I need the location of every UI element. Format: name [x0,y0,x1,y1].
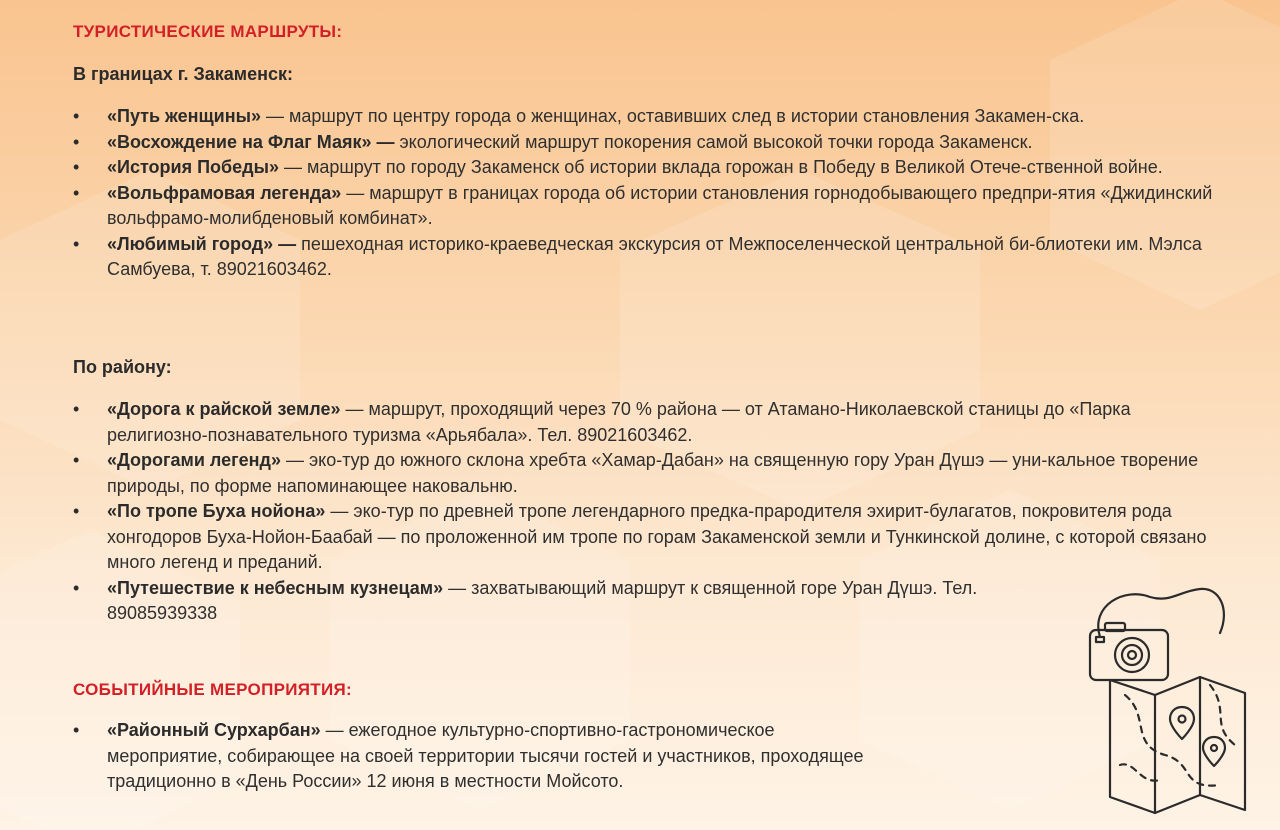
item-text: — эко-тур до южного склона хребта «Хамар-Дабан» на священную гору Уран Дүшэ — уни-кальное творение природы, по форме напоминающее наковальню. [107,450,1199,496]
item-title: «Дорогами легенд» [107,450,281,470]
list-item [73,232,1218,283]
location-pin-icon [1203,737,1225,766]
travel-illustration [1070,585,1270,825]
list-item [73,130,1218,156]
district-routes-list [73,397,1218,627]
subtitle-city: В границах г. Закаменск: [73,64,293,84]
item-text: — маршрут по городу Закаменск об истории вклада горожан в Победу в Великой Отече-ственной войне. [278,157,1163,177]
city-routes-list [73,104,1218,283]
list-item [73,155,1218,181]
list-item [73,181,1218,232]
item-title: «Дорога к райской земле» [107,399,341,419]
item-text: пешеходная историко-краеведческая экскурсия от Межпоселенческой центральной би-блиотеки им. Мэлса Самбуева, т. 89021603462. [107,233,1202,279]
list-item [73,499,1218,576]
item-text: — маршрут в границах города об истории становления горнодобывающего предпри-ятия «Джидинский вольфрамо-молибденовый комбинат». [107,182,1213,228]
item-text: — маршрут, проходящий через 70 % района — от Атамано-Николаевской станицы до «Парка религиозно-познавательного туризма «Арьябала». Тел. 89021603462. [107,399,1131,445]
item-title: «Путь женщины» [107,106,261,126]
camera-icon [1090,623,1168,680]
section-title-routes: ТУРИСТИЧЕСКИЕ МАРШРУТЫ: [73,22,343,41]
list-item [73,576,1067,627]
subtitle-district: По району: [73,357,172,377]
item-text: — захватывающий маршрут к священной горе Уран Дүшэ. Тел. 89085939338 [107,577,978,623]
list-item [73,718,893,795]
item-title: «История Победы» [107,157,279,177]
item-title: «Вольфрамовая легенда» [107,182,342,203]
section-title-events: СОБЫТИЙНЫЕ МЕРОПРИЯТИЯ: [73,680,352,699]
item-text: — ежегодное культурно-спортивно-гастрономическое мероприятие, собирающее на своей территории тысячи гостей и участников, проходящее традиционно в «День России» 12 июня в местности Мойсото. [107,720,864,791]
item-text: — эко-тур по древней тропе легендарного предка-прародителя эхирит-булагатов, покровителя рода хонгодоров Буха-Нойон-Баабай — по проложенной им тропе по горам Закаменской земли и Тункинской долине, с которой связано много легенд и преданий. [107,501,1207,572]
item-title: «Любимый город» — [107,233,297,254]
list-item [73,104,1218,130]
list-item [73,448,1218,499]
item-title: «Путешествие к небесным кузнецам» [107,577,444,598]
list-item [73,397,1218,448]
events-list [73,718,893,795]
location-pin-icon [1170,707,1194,739]
item-title: «По тропе Буха нойона» [107,501,326,521]
item-title: «Восхождение на Флаг Маяк» — [107,131,395,152]
item-text: — маршрут по центру города о женщинах, оставивших след в истории становления Закамен-ска. [260,106,1085,126]
item-title: «Районный Сурхарбан» [107,720,321,740]
item-text: экологический маршрут покорения самой высокой точки города Закаменск. [394,131,1033,152]
